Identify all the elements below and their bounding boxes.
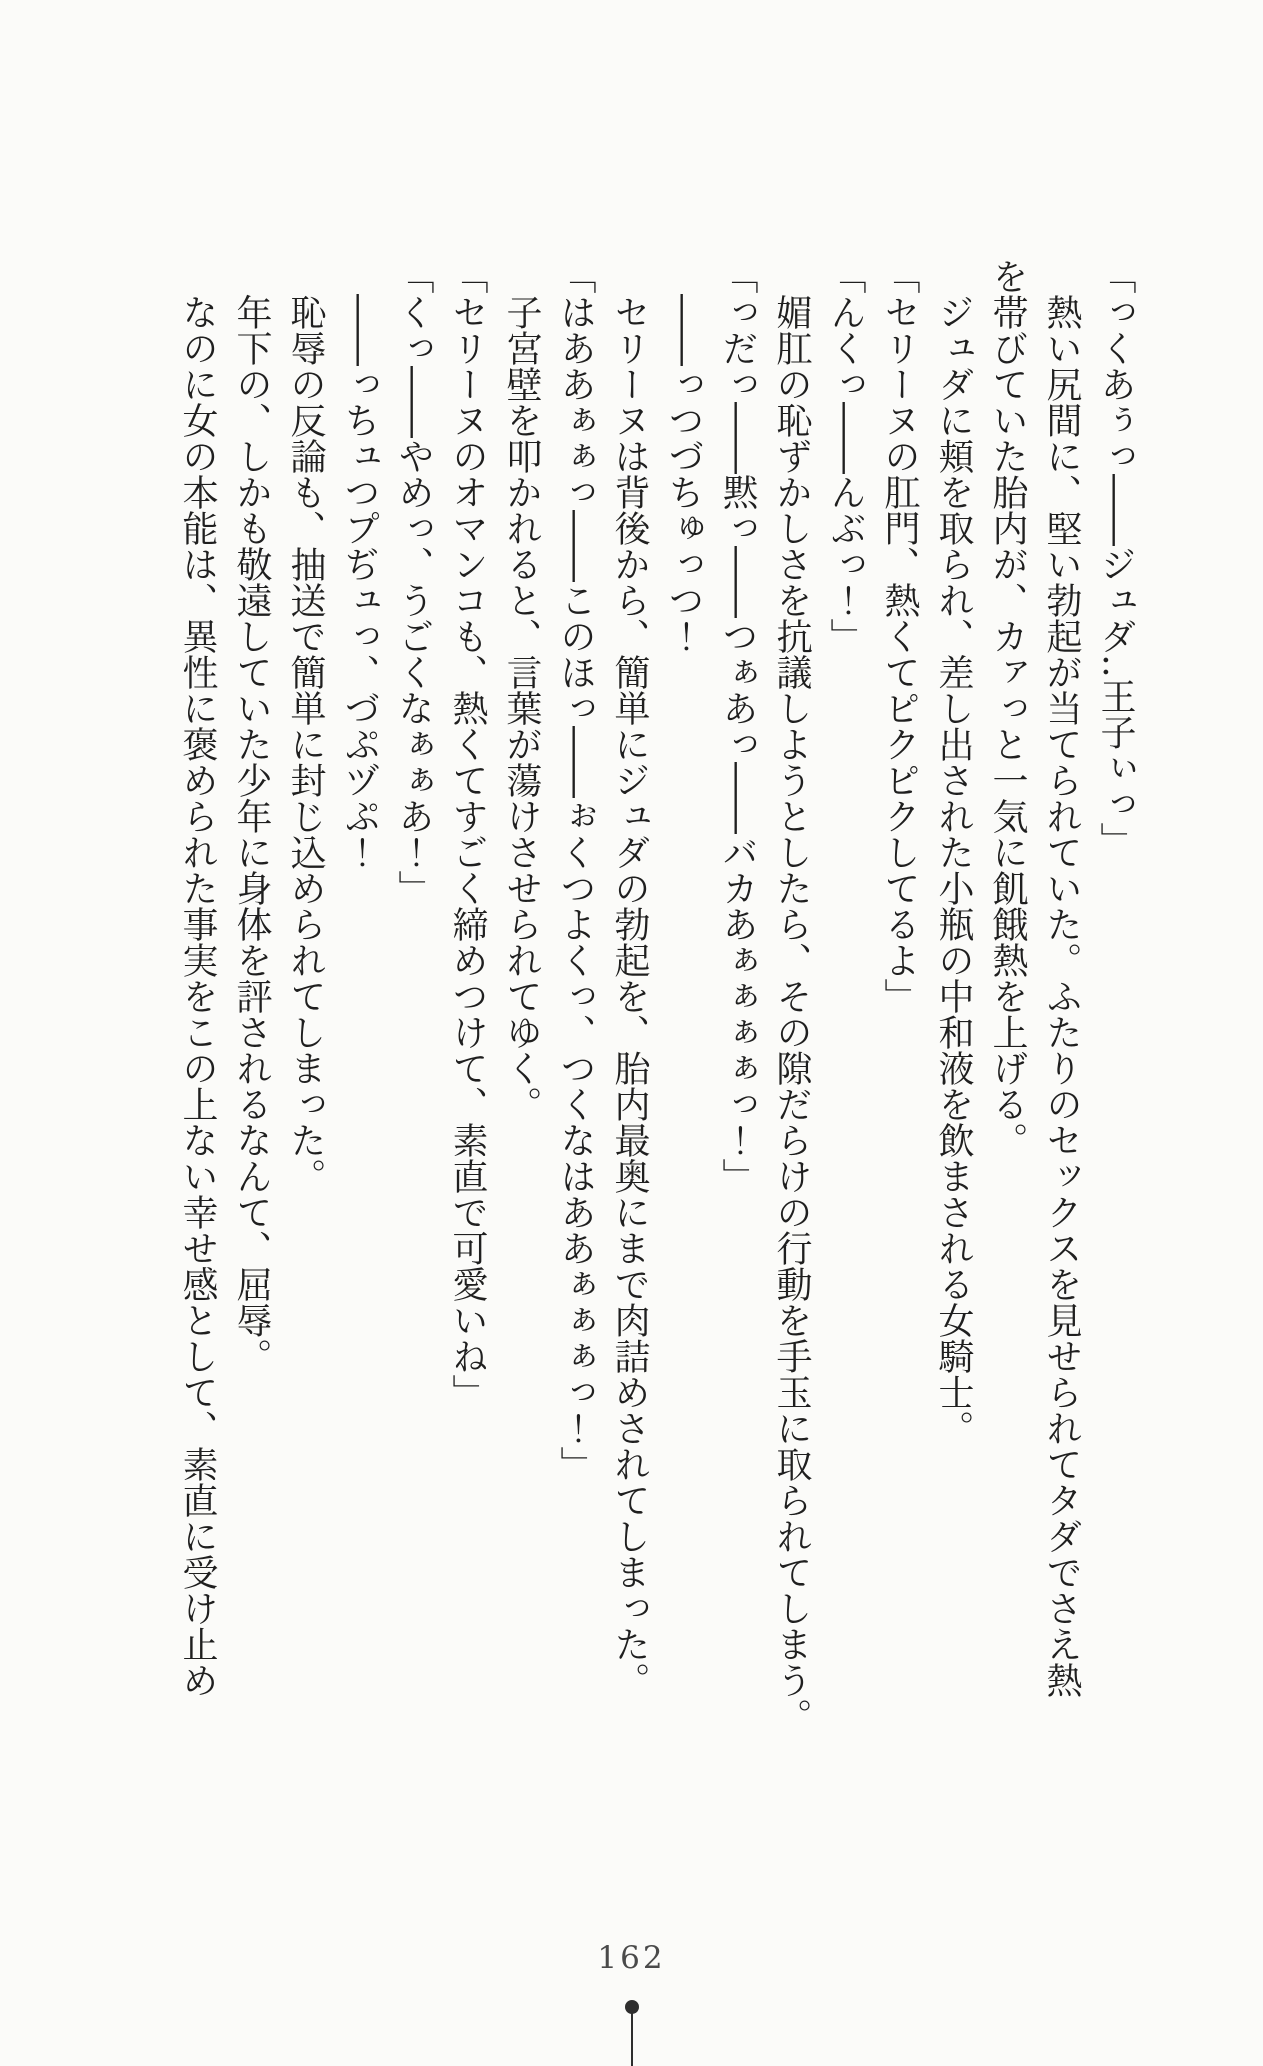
text-line-4: ジュダに頬を取られ、差し出された小瓶の中和液を飲まされる女騎士。	[933, 258, 974, 1446]
text-line-5: 「セリーヌの肛門、熱くてピクピクしてるよ」	[879, 258, 920, 1014]
text-line-9: ――っつづちゅっつ！	[663, 258, 704, 654]
text-block	[170, 258, 1142, 1748]
text-line-7: 媚肛の恥ずかしさを抗議しようとしたら、その隙だらけの行動を手玉に取られてしまう。	[771, 258, 812, 1734]
page-number: 162	[597, 1940, 666, 1976]
text-line-17: 年下の、しかも敬遠していた少年に身体を評されるなんて、屈辱。	[231, 258, 272, 1374]
footer-marker-dot-icon	[625, 2000, 639, 2014]
text-line-14: 「くっ――やめっ、うごくなぁぁあ！」	[393, 258, 434, 906]
text-line-3: を帯びていた胎内が、カァっと一気に飢餓熱を上げる。	[987, 258, 1028, 1158]
text-line-12: 子宮壁を叩かれると、言葉が蕩けさせられてゆく。	[501, 258, 542, 1122]
text-line-18: なのに女の本能は、異性に褒められた事実をこの上ない幸せ感として、素直に受け止め	[177, 258, 218, 1698]
page-footer	[0, 1936, 1263, 2066]
text-line-8: 「っだっ――黙っ――つぁあっ――バカあぁぁぁぁっ！」	[717, 258, 758, 1194]
text-line-11: 「はああぁぁっ――このほっ――ぉくつよくっ、つくなはああぁぁぁっ！」	[555, 258, 596, 1482]
text-line-16: 恥辱の反論も、抽送で簡単に封じ込められてしまった。	[285, 258, 326, 1194]
text-line-10: セリーヌは背後から、簡単にジュダの勃起を、胎内最奥にまで肉詰めされてしまった。	[609, 258, 650, 1698]
text-line-6: 「んくっ――んぶっ！」	[825, 258, 866, 654]
text-line-13: 「セリーヌのオマンコも、熱くてすごく締めつけて、素直で可愛いね」	[447, 258, 488, 1410]
footer-marker-line	[631, 2006, 633, 2066]
text-line-1: 「っくあぅっ――ジュダ‥王子ぃっ」	[1095, 258, 1136, 859]
text-line-2: 熱い尻間に、堅い勃起が当てられていた。ふたりのセックスを見せられてタダでさえ熱	[1041, 258, 1082, 1698]
text-line-15: ――っちュつプぢュっ、づぷヅぷ！	[339, 258, 380, 870]
